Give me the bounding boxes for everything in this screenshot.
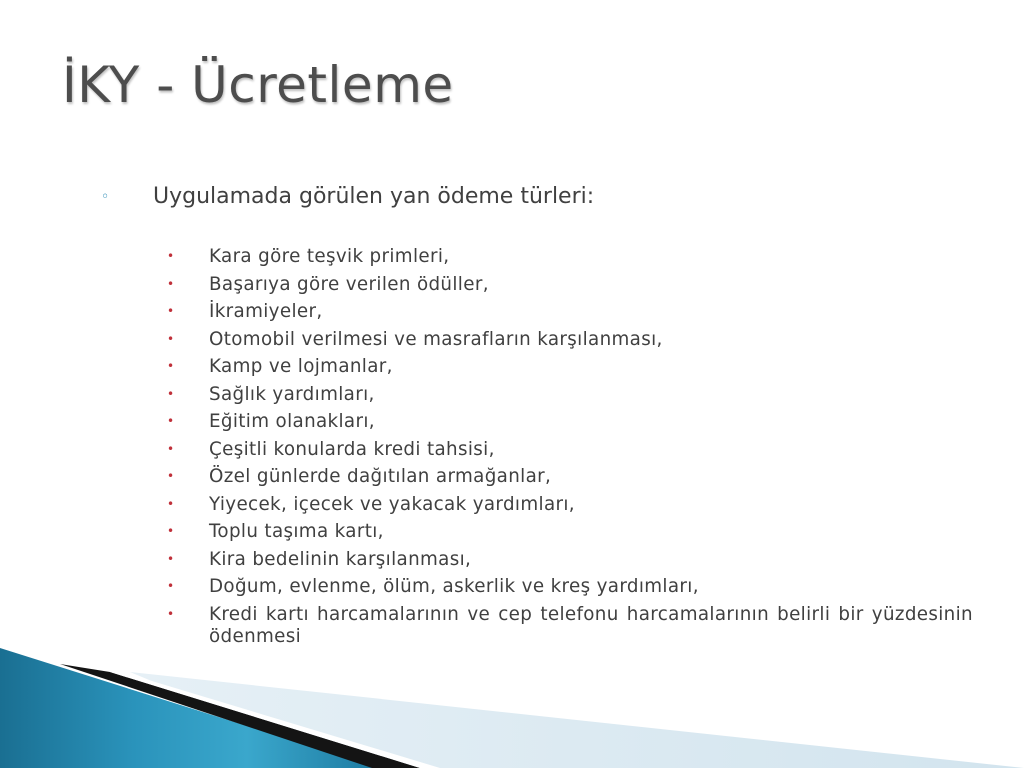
list-item-text: Kira bedelinin karşılanması,	[209, 548, 472, 570]
dot-bullet-icon: •	[167, 579, 175, 593]
list-item	[163, 381, 973, 409]
level1-bullet-item	[100, 181, 594, 213]
list-item	[163, 573, 973, 601]
dot-bullet-icon: •	[167, 551, 175, 566]
list-item	[163, 271, 973, 299]
dot-bullet-icon: •	[167, 359, 175, 373]
list-item-text: Yiyecek, içecek ve yakacak yardımları,	[209, 493, 575, 515]
benefit-list	[163, 243, 973, 648]
list-item	[163, 546, 973, 574]
list-item	[163, 518, 973, 546]
list-item	[163, 243, 973, 271]
hollow-circle-bullet-icon: ◦	[101, 189, 110, 205]
dot-bullet-icon: •	[167, 249, 175, 263]
level1-text: Uygulamada görülen yan ödeme türleri:	[153, 184, 595, 209]
list-item	[163, 408, 973, 436]
list-item-text: Çeşitli konularda kredi tahsisi,	[209, 438, 495, 460]
dot-bullet-icon: •	[167, 469, 175, 483]
list-item-text: Eğitim olanakları,	[209, 411, 375, 432]
dot-bullet-icon: •	[167, 276, 175, 291]
decor-light-band	[130, 672, 1024, 768]
list-item	[163, 491, 973, 519]
list-item-text: Doğum, evlenme, ölüm, askerlik ve kreş yardımları,	[209, 576, 699, 597]
list-item	[163, 601, 973, 648]
dot-bullet-icon: •	[167, 304, 175, 318]
list-item-text: Kredi kartı harcamalarının ve cep telefonu harcamalarının belirli bir yüzdesinin ödenmesi	[209, 603, 973, 647]
dot-bullet-icon: •	[167, 496, 175, 511]
list-item-text: Özel günlerde dağıtılan armağanlar,	[209, 466, 552, 487]
list-item	[163, 463, 973, 491]
list-item	[163, 326, 973, 354]
decor-dark-stripe	[60, 664, 420, 768]
dot-bullet-icon: •	[167, 386, 175, 401]
list-item	[163, 353, 973, 381]
list-item-text: İkramiyeler,	[209, 301, 323, 322]
list-item-text: Başarıya göre verilen ödüller,	[209, 273, 489, 295]
list-item-text: Sağlık yardımları,	[209, 383, 375, 405]
dot-bullet-icon: •	[167, 606, 175, 621]
list-item	[163, 298, 973, 326]
dot-bullet-icon: •	[167, 331, 175, 346]
list-item-text: Kara göre teşvik primleri,	[209, 246, 450, 267]
decor-teal-band	[0, 648, 380, 768]
dot-bullet-icon: •	[167, 414, 175, 428]
dot-bullet-icon: •	[167, 524, 175, 538]
decor-white-stripe	[110, 672, 440, 768]
list-item	[163, 436, 973, 464]
slide-title: İKY - Ücretleme	[62, 56, 454, 114]
list-item-text: Otomobil verilmesi ve masrafların karşılanması,	[209, 328, 663, 350]
list-item-text: Toplu taşıma kartı,	[209, 521, 384, 542]
list-item-text: Kamp ve lojmanlar,	[209, 356, 393, 377]
dot-bullet-icon: •	[167, 441, 175, 456]
